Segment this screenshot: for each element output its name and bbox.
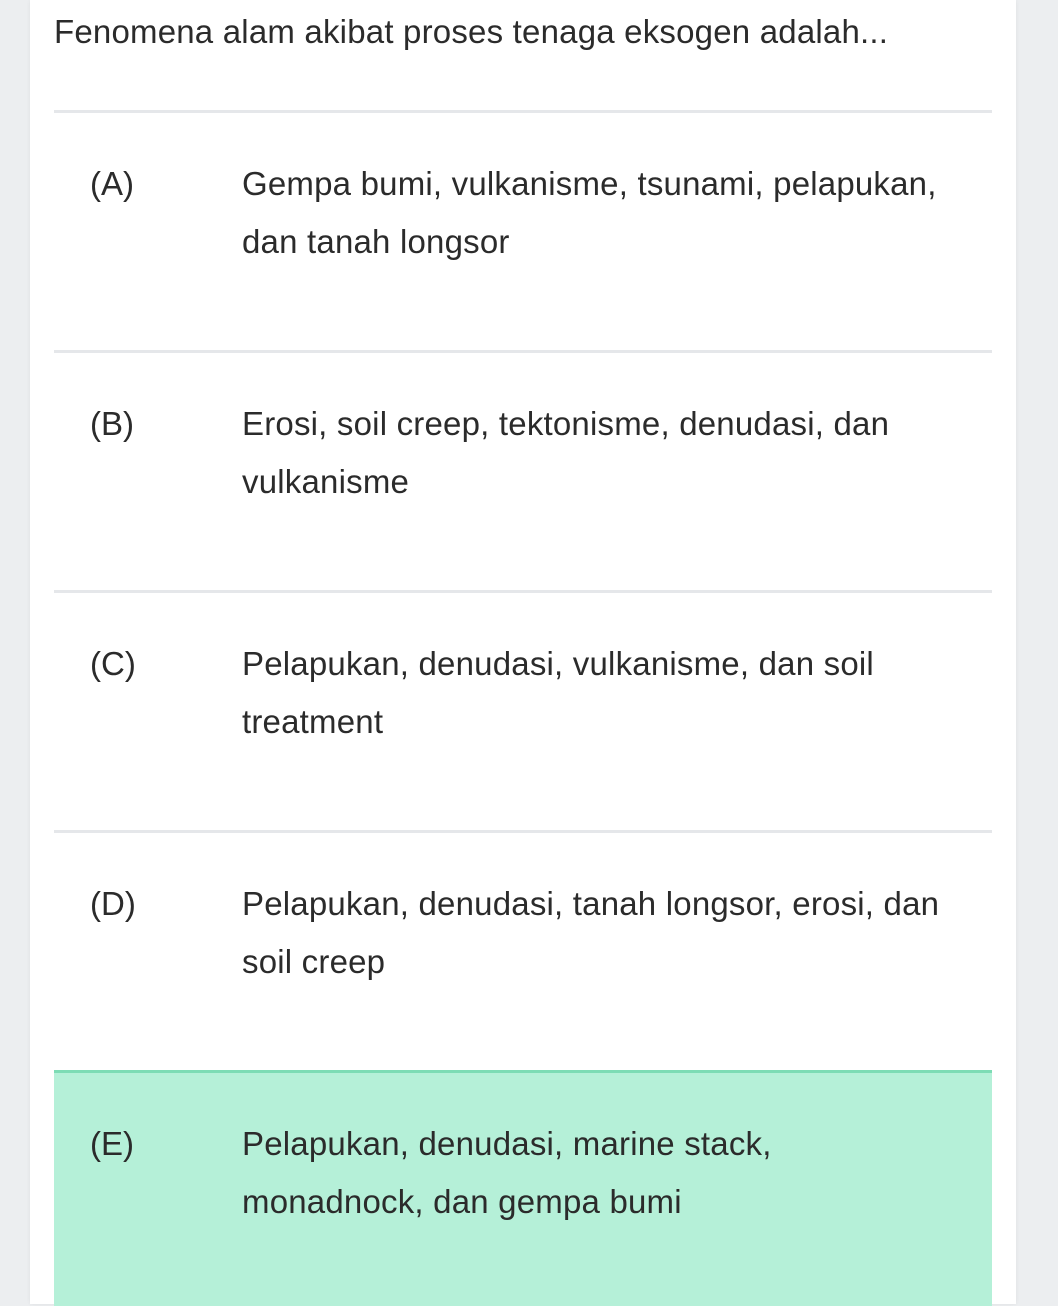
option-letter: (C) [90,645,136,682]
option-text: Erosi, soil creep, tektonisme, denudasi, dan vulkanisme [242,405,890,500]
question-text: Fenomena alam akibat proses tenaga eksogen adalah... [54,13,889,50]
option-text: Pelapukan, denudasi, marine stack, monadnock, dan gempa bumi [242,1125,772,1220]
question-card [30,0,1016,1304]
option-text: Pelapukan, denudasi, tanah longsor, erosi, dan soil creep [242,885,940,980]
option-letter: (E) [90,1125,134,1162]
option-text: Pelapukan, denudasi, vulkanisme, dan soil treatment [242,645,874,740]
option-b[interactable] [54,350,992,588]
option-letter: (A) [90,165,134,202]
option-c[interactable] [54,590,992,828]
option-d[interactable] [54,830,992,1068]
option-a[interactable] [54,110,992,348]
option-text: Gempa bumi, vulkanisme, tsunami, pelapukan, dan tanah longsor [242,165,937,260]
option-letter: (B) [90,405,134,442]
option-letter: (D) [90,885,136,922]
option-e-selected[interactable] [54,1070,992,1306]
